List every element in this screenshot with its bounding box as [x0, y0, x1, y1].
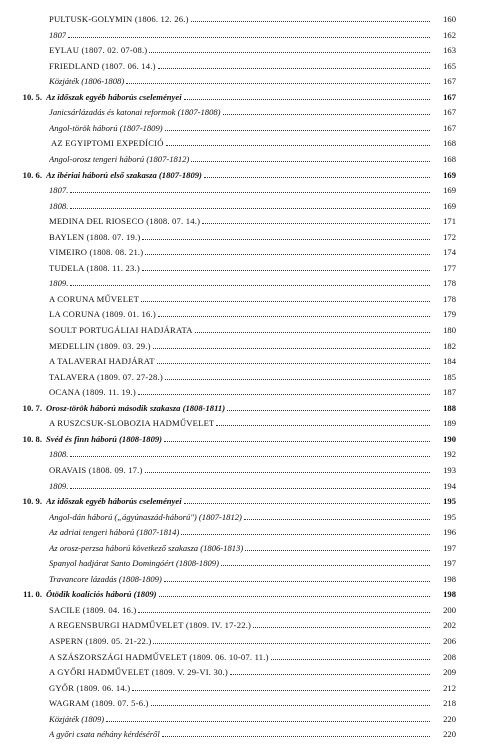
section-number: 10. 8.: [22, 433, 42, 444]
entry-title: 1809.: [49, 278, 69, 289]
toc-entry: [0, 259, 478, 273]
toc-section-heading: [0, 88, 478, 102]
page-number: 197: [443, 558, 456, 569]
page-number: 209: [443, 667, 456, 678]
page-number: 180: [443, 325, 456, 335]
dot-leader: [142, 269, 430, 271]
toc-entry: [0, 539, 478, 553]
toc-entry: [0, 321, 478, 335]
toc-entry: [0, 694, 478, 708]
page-number: 177: [443, 262, 456, 273]
dot-leader: [70, 191, 430, 193]
dot-leader: [271, 658, 430, 660]
dot-leader: [141, 300, 430, 302]
dot-leader: [70, 455, 430, 457]
dot-leader: [204, 176, 430, 178]
entry-title: GYŐR (1809. 06. 14.): [49, 682, 131, 693]
page-number: 208: [443, 651, 456, 662]
entry-title: BAYLEN (1808. 07. 19.): [49, 231, 141, 242]
entry-title: MEDELLIN (1809. 03. 29.): [49, 340, 151, 351]
entry-title: VIMEIRO (1808. 08. 21.): [49, 247, 144, 258]
page-number: 178: [443, 293, 456, 304]
dot-leader: [159, 595, 430, 597]
entry-title: WAGRAM (1809. 07. 5-6.): [49, 698, 149, 709]
entry-title: ORAVAIS (1808. 09. 17.): [49, 464, 143, 475]
entry-title: A RUSZCSUK-SLOBOZIA HADMŰVELET: [49, 418, 215, 429]
dot-leader: [164, 580, 430, 582]
entry-title: Az orosz-perzsa háború következő szakasza (1806-1813): [49, 542, 244, 553]
toc-entry: [0, 134, 478, 148]
page-number: 196: [443, 527, 456, 538]
page-number: 190: [443, 433, 456, 444]
page-number: 189: [443, 418, 456, 429]
entry-title: A CORUNA MŰVELET: [49, 293, 140, 304]
page-number: 174: [443, 247, 456, 258]
section-number: 10. 6.: [22, 169, 42, 180]
section-number: 10. 9.: [22, 496, 42, 507]
toc-entry: [0, 212, 478, 226]
page-number: 200: [443, 604, 456, 615]
dot-leader: [181, 533, 430, 535]
entry-title: TUDELA (1808. 11. 23.): [49, 262, 140, 273]
dot-leader: [165, 129, 430, 131]
page-number: 165: [443, 60, 456, 71]
page-number: 168: [443, 138, 456, 149]
dot-leader: [151, 704, 430, 706]
entry-title: Közjáték (1806-1808): [49, 76, 125, 87]
page-number: 185: [443, 371, 456, 382]
entry-title: 1808.: [49, 200, 69, 211]
section-number: 10. 7.: [22, 402, 42, 413]
page-number: 206: [443, 636, 456, 646]
entry-title: 1809.: [49, 480, 69, 491]
page-number: 172: [443, 231, 456, 242]
toc-entry: [0, 616, 478, 630]
entry-title: SOULT PORTUGÁLIAI HADJÁRATA: [49, 325, 193, 335]
toc-entry: [0, 477, 478, 491]
dot-leader: [132, 689, 430, 691]
dot-leader: [230, 673, 430, 675]
entry-title: Angol-dán háború („ágyúnaszád-háború") (1807-1812): [49, 511, 242, 522]
toc-entry: [0, 10, 478, 24]
page-number: 160: [443, 14, 456, 24]
toc-entry: [0, 57, 478, 71]
dot-leader: [145, 471, 430, 473]
dot-leader: [227, 409, 430, 411]
entry-title: FRIEDLAND (1807. 06. 14.): [49, 60, 156, 71]
page-number: 162: [443, 29, 456, 40]
toc-entry: [0, 554, 478, 568]
page-number: 218: [443, 698, 456, 709]
page-number: 193: [443, 464, 456, 475]
toc-entry: [0, 243, 478, 257]
section-number: 11. 0.: [23, 589, 42, 600]
dot-leader: [165, 378, 430, 380]
page-number: 169: [443, 200, 456, 211]
toc-entry: [0, 679, 478, 693]
toc-entry: [0, 150, 478, 164]
entry-title: Travancore lázadás (1808-1809): [49, 573, 162, 584]
dot-leader: [157, 362, 430, 364]
entry-title: MEDINA DEL RIOSECO (1808. 07. 14.): [49, 216, 201, 227]
entry-title: Angol-török háború (1807-1809): [49, 122, 163, 133]
page-number: 195: [443, 496, 456, 507]
dot-leader: [70, 487, 430, 489]
entry-title: ASPERN (1809. 05. 21-22.): [49, 636, 152, 646]
page-number: 163: [443, 45, 456, 56]
toc-entry: [0, 570, 478, 584]
page-number: 197: [443, 542, 456, 553]
page-number: 178: [443, 278, 456, 289]
entry-title: A SZÁSZORSZÁGI HADMŰVELET (1809. 06. 10-07. 11.): [49, 651, 269, 662]
toc-section-heading: [0, 399, 478, 413]
entry-title: AZ EGYIPTOMI EXPEDÍCIÓ: [51, 138, 164, 149]
toc-entry: [0, 725, 478, 739]
page-number: 195: [443, 511, 456, 522]
dot-leader: [158, 67, 430, 69]
page-number: 179: [443, 309, 456, 320]
entry-title: A győri csata néhány kérdéséről: [49, 729, 160, 740]
page-number: 168: [443, 153, 456, 164]
toc-entry: [0, 228, 478, 242]
dot-leader: [191, 20, 430, 22]
page-number: 169: [443, 169, 456, 180]
toc-entry: [0, 119, 478, 133]
dot-leader: [70, 284, 430, 286]
page-number: 198: [443, 589, 456, 600]
toc-entry: [0, 368, 478, 382]
entry-title: LA CORUNA (1809. 01. 16.): [49, 309, 156, 320]
toc-entry: [0, 632, 478, 646]
entry-title: A TALAVERAI HADJÁRAT: [49, 356, 155, 367]
dot-leader: [184, 98, 430, 100]
page-number: 212: [443, 682, 456, 693]
dot-leader: [202, 222, 430, 224]
dot-leader: [149, 51, 430, 53]
dot-leader: [138, 393, 430, 395]
toc-entry: [0, 710, 478, 724]
dot-leader: [216, 424, 430, 426]
page-number: 167: [443, 76, 456, 87]
toc-entry: [0, 290, 478, 304]
dot-leader: [68, 36, 430, 38]
entry-title: 1808.: [49, 449, 69, 460]
toc-entry: [0, 461, 478, 475]
entry-title: A REGENSBURGI HADMŰVELET (1809. IV. 17-22.): [49, 620, 252, 631]
toc-section-heading: [0, 585, 478, 599]
entry-title: Az adriai tengeri háború (1807-1814): [49, 527, 180, 538]
entry-title: Az időszak egyéb háborús cseleményei: [46, 496, 182, 507]
dot-leader: [158, 315, 430, 317]
toc-entry: [0, 26, 478, 40]
entry-title: SACILE (1809. 04. 16.): [49, 604, 137, 615]
toc-entry: [0, 383, 478, 397]
page-number: 192: [443, 449, 456, 460]
entry-title: TALAVERA (1809. 07. 27-28.): [49, 371, 163, 382]
entry-title: PULTUSK-GOLYMIN (1806. 12. 26.): [49, 14, 189, 24]
page-number: 167: [443, 107, 456, 118]
dot-leader: [166, 144, 430, 146]
entry-title: Spanyol hadjárat Santo Domingóért (1808-1809): [49, 558, 219, 569]
page-number: 167: [443, 91, 456, 102]
dot-leader: [253, 626, 430, 628]
dot-leader: [162, 735, 430, 737]
page-number: 188: [443, 402, 456, 413]
toc-entry: [0, 181, 478, 195]
entry-title: Angol-orosz tengeri háború (1807-1812): [49, 153, 190, 164]
toc-entry: [0, 414, 478, 428]
entry-title: Janicsárlázadás és katonai reformok (1807-1808): [49, 107, 221, 118]
toc-entry: [0, 648, 478, 662]
toc-entry: [0, 508, 478, 522]
entry-title: Az ibériai háború első szakasza (1807-1809): [46, 169, 202, 180]
page-number: 187: [443, 387, 456, 398]
page-number: 198: [443, 573, 456, 584]
toc-entry: [0, 274, 478, 288]
toc-entry: [0, 352, 478, 366]
dot-leader: [191, 160, 430, 162]
page-number: 220: [443, 713, 456, 724]
dot-leader: [184, 502, 430, 504]
entry-title: Orosz-török háború második szakasza (1808-1811): [46, 402, 226, 413]
toc-section-heading: [0, 430, 478, 444]
dot-leader: [195, 331, 430, 333]
entry-title: Svéd és finn háború (1808-1809): [46, 433, 163, 444]
dot-leader: [145, 253, 430, 255]
entry-title: Ötödik koalíciós háború (1809): [46, 589, 157, 600]
page-number: 167: [443, 122, 456, 133]
entry-title: Közjáték (1809): [49, 713, 105, 724]
toc-entry: [0, 601, 478, 615]
section-number: 10. 5.: [22, 91, 42, 102]
entry-title: A GYŐRI HADMŰVELET (1809. V. 29-VI. 30.): [49, 667, 228, 678]
toc-section-heading: [0, 492, 478, 506]
page-number: 184: [443, 356, 456, 367]
dot-leader: [245, 549, 430, 551]
dot-leader: [70, 207, 430, 209]
dot-leader: [244, 518, 430, 520]
page-number: 194: [443, 480, 456, 491]
entry-title: EYLAU (1807. 02. 07-08.): [49, 45, 148, 56]
page-number: 171: [443, 216, 456, 227]
toc-entry: [0, 72, 478, 86]
dot-leader: [153, 642, 430, 644]
dot-leader: [164, 440, 430, 442]
dot-leader: [223, 113, 430, 115]
toc-entry: [0, 197, 478, 211]
toc-entry: [0, 663, 478, 677]
entry-title: OCANA (1809. 11. 19.): [49, 387, 136, 398]
page-number: 220: [443, 729, 456, 740]
toc-entry: [0, 445, 478, 459]
toc-entry: [0, 523, 478, 537]
toc-entry: [0, 305, 478, 319]
toc-entry: [0, 337, 478, 351]
dot-leader: [126, 82, 430, 84]
page-number: 182: [443, 340, 456, 351]
page-number: 202: [443, 620, 456, 631]
dot-leader: [138, 611, 430, 613]
toc-section-heading: [0, 166, 478, 180]
page-number: 169: [443, 185, 456, 196]
dot-leader: [106, 720, 430, 722]
entry-title: Az időszak egyéb háborús cseleményei: [46, 91, 182, 102]
toc-entry: [0, 41, 478, 55]
dot-leader: [153, 347, 430, 349]
dot-leader: [142, 238, 430, 240]
entry-title: 1807: [49, 29, 67, 40]
toc-entry: [0, 103, 478, 117]
entry-title: 1807.: [49, 185, 69, 196]
dot-leader: [221, 564, 430, 566]
